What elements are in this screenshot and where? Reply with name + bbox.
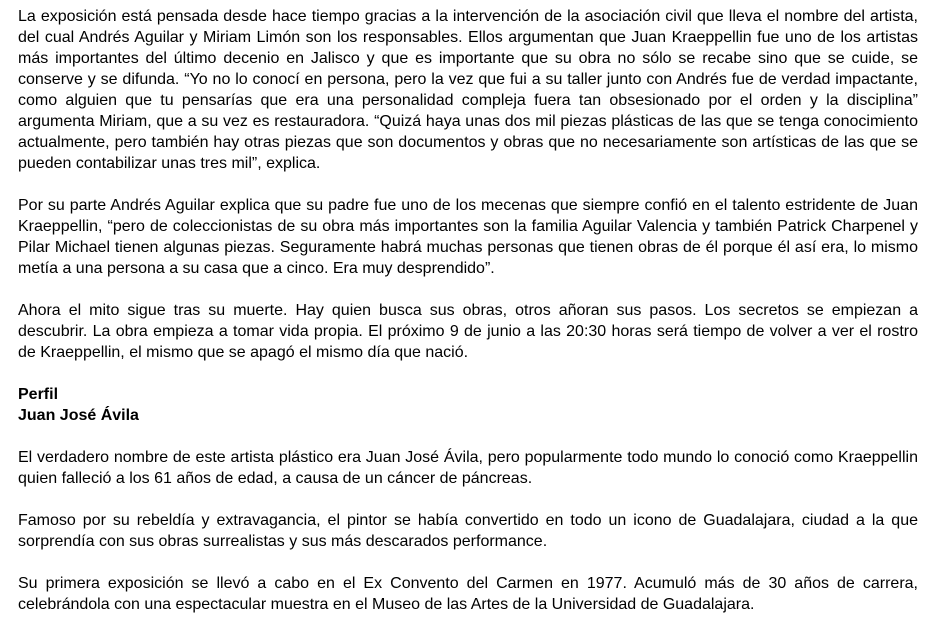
profile-label: Perfil bbox=[18, 386, 59, 403]
paragraph-collectors: Por su parte Andrés Aguilar explica que su padre fue uno de los mecenas que siempre confió en el talento estridente de Juan Kraeppellin, “pero de coleccionistas de su obra más importantes son la familia Aguilar Valencia y también Patrick Charpenel y Pilar Michael tienen algunas piezas. Seguramente habrá muchas personas que tienen obras de él porque él así era, lo mismo metía a una persona a su casa que a cinco. Era muy desprendido”. bbox=[18, 197, 918, 277]
paragraph-fame: Famoso por su rebeldía y extravagancia, el pintor se había convertido en todo un icono de Guadalajara, ciudad a la que sorprendía con sus obras surrealistas y sus más descarados performance. bbox=[18, 512, 918, 550]
paragraph-exhibition-origin: La exposición está pensada desde hace tiempo gracias a la intervención de la asociación civil que lleva el nombre del artista, del cual Andrés Aguilar y Miriam Limón son los responsables. Ellos argumentan que Juan Kraeppellin fue uno de los artistas más importantes del último decenio en Jalisco y que es importante que su obra no sólo se recabe sino que se cuide, se conserve y se difunda. “Yo no lo conocí en persona, pero la vez que fui a su taller junto con Andrés fue de verdad impactante, como alguien que tu pensarías que era una personalidad compleja fuera tan obsesionado por el orden y la disciplina” argumenta Miriam, que a su vez es restauradora. “Quizá haya unas dos mil piezas plásticas de las que se tenga conocimiento actualmente, pero también hay otras piezas que son documentos y obras que no necesariamente son artísticas de las que se pueden contabilizar unas tres mil”, explica. bbox=[18, 8, 918, 172]
profile-name: Juan José Ávila bbox=[18, 407, 139, 424]
paragraph-first-exhibition: Su primera exposición se llevó a cabo en el Ex Convento del Carmen en 1977. Acumuló más de 30 años de carrera, celebrándola con una espectacular muestra en el Museo de las Artes de la Universidad de Guadalajara. bbox=[18, 575, 918, 613]
article-body bbox=[18, 6, 918, 615]
paragraph-legacy: Ahora el mito sigue tras su muerte. Hay quien busca sus obras, otros añoran sus pasos. Los secretos se empiezan a descubrir. La obra empieza a tomar vida propia. El próximo 9 de junio a las 20:30 horas será tiempo de volver a ver el rostro de Kraeppellin, el mismo que se apagó el mismo día que nació. bbox=[18, 302, 918, 361]
paragraph-real-name: El verdadero nombre de este artista plástico era Juan José Ávila, pero popularmente todo mundo lo conoció como Kraeppellin quien falleció a los 61 años de edad, a causa de un cáncer de páncreas. bbox=[18, 449, 918, 487]
profile-heading bbox=[18, 384, 918, 426]
